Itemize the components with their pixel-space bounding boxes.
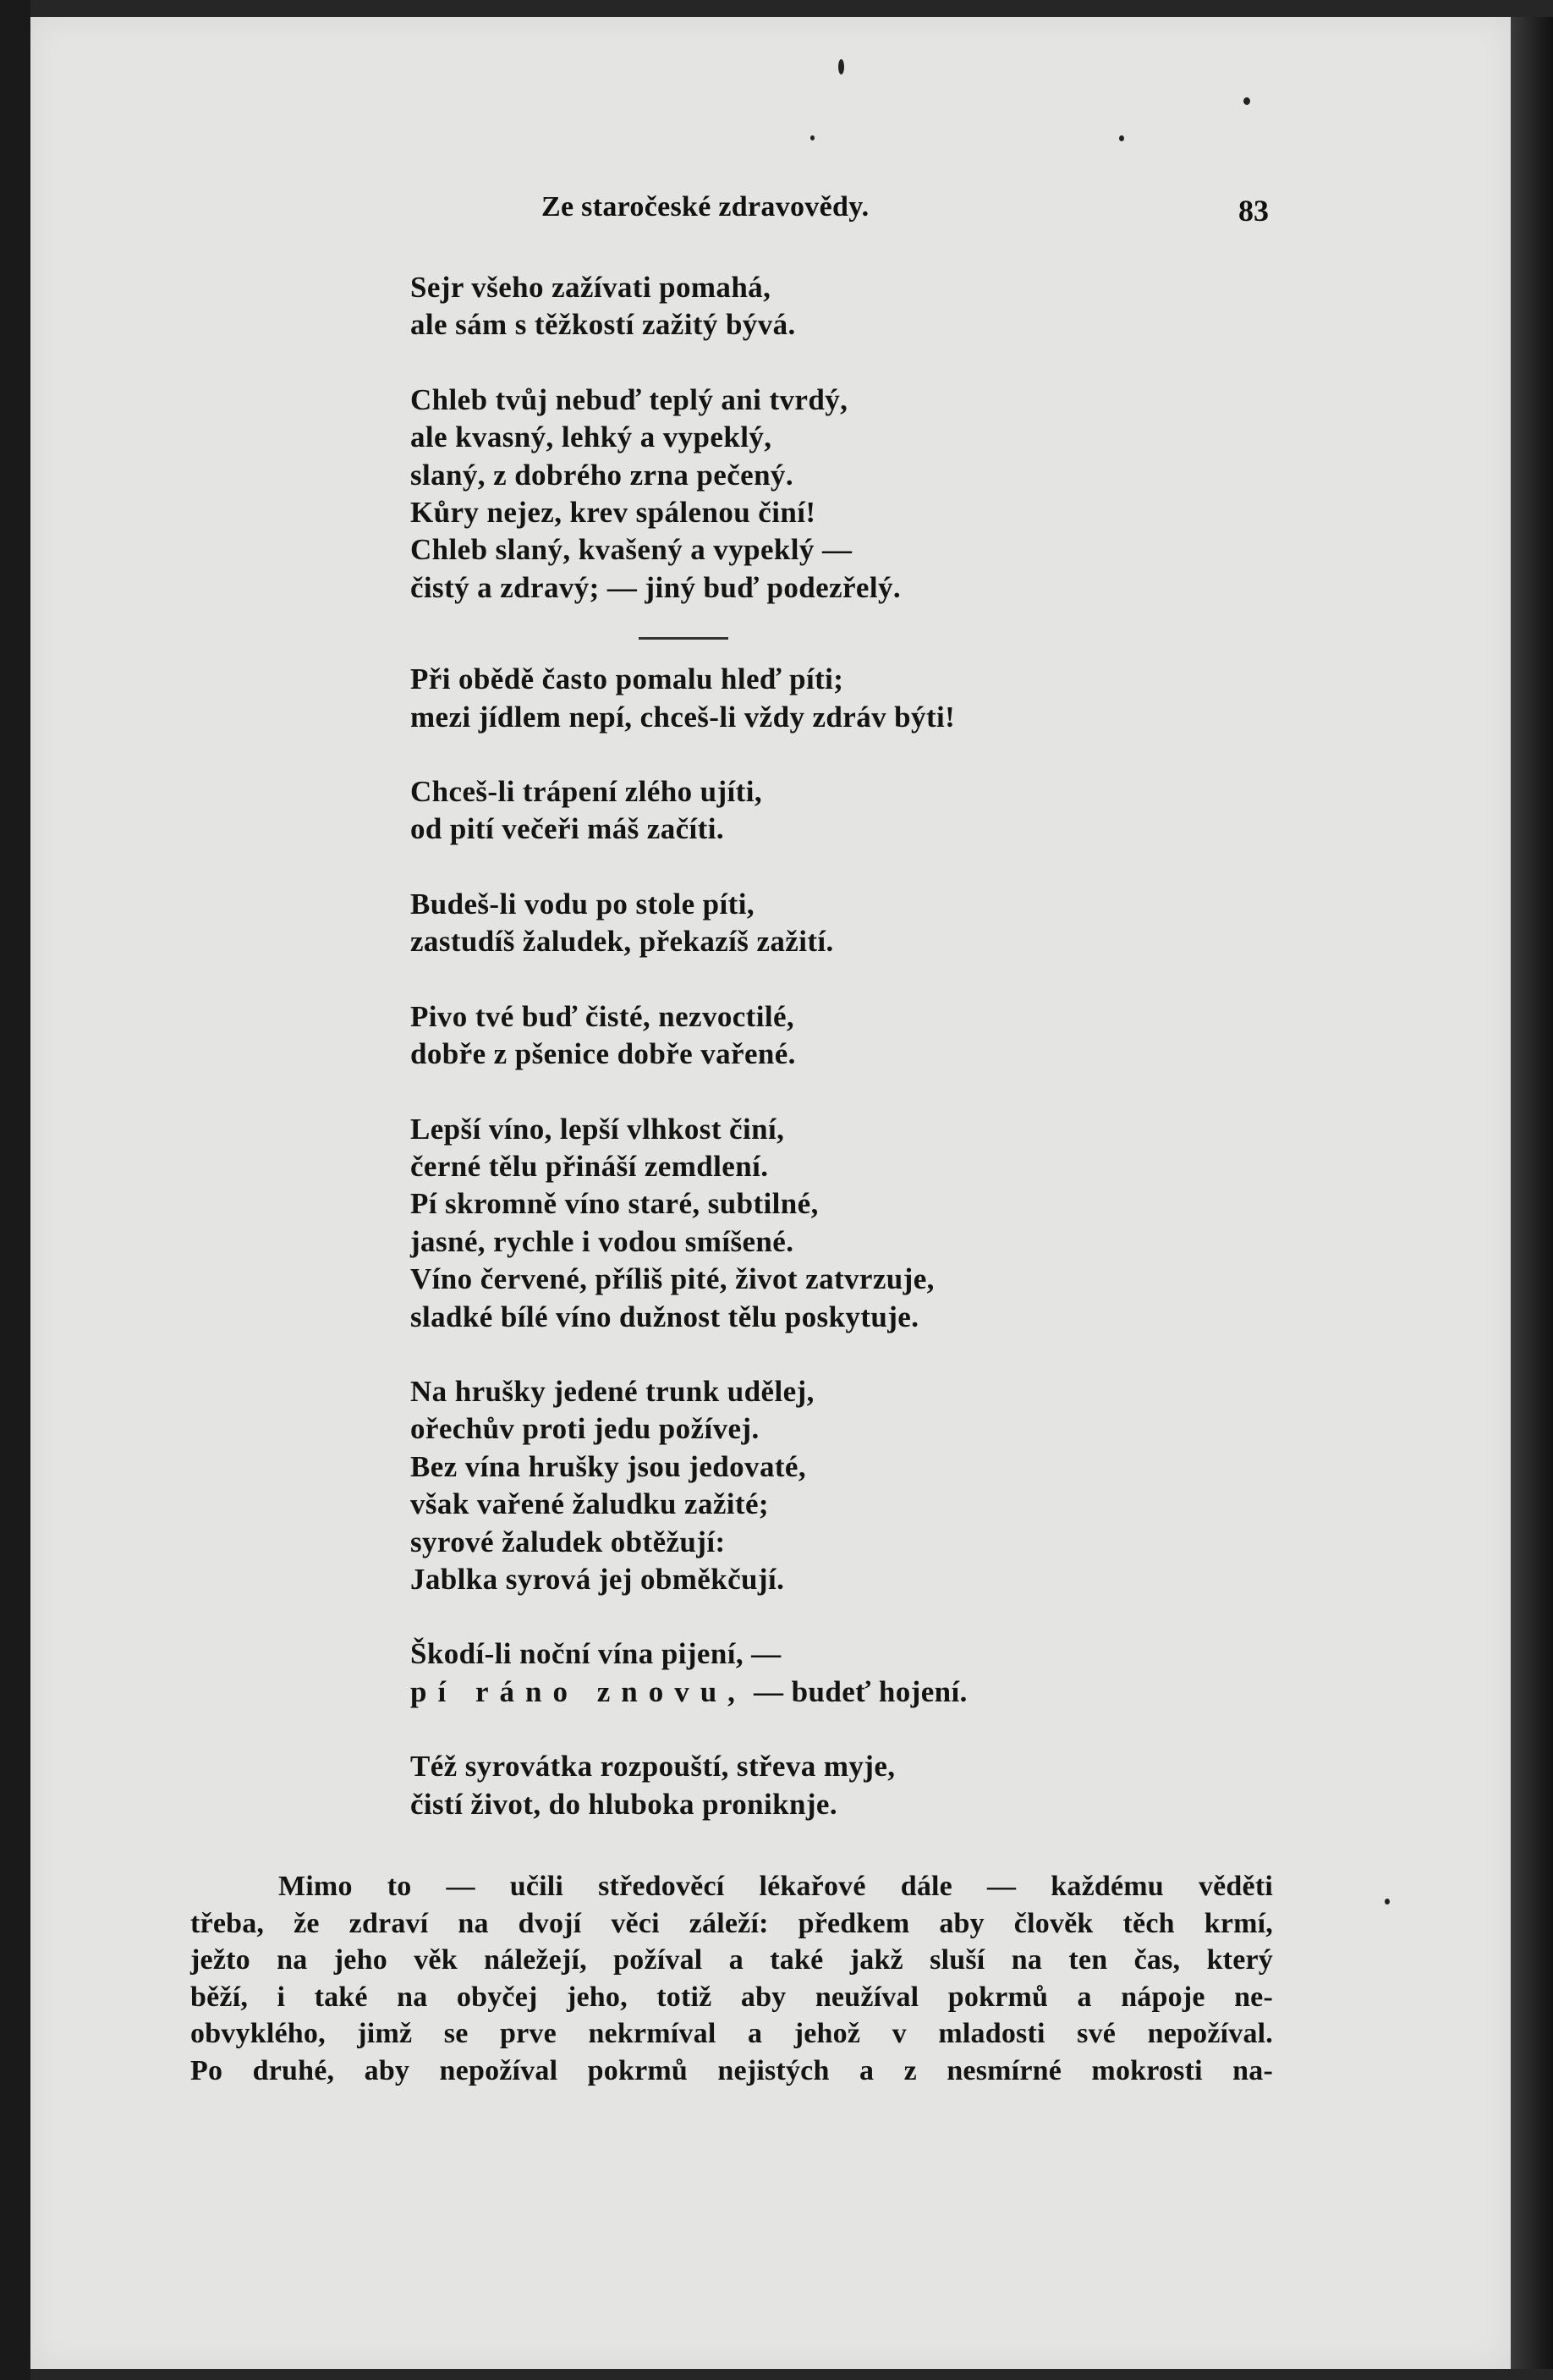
verse-line: Na hrušky jedené trunk udělej,: [410, 1374, 815, 1408]
verse-line: Pí skromně víno staré, subtilné,: [410, 1187, 819, 1221]
verse-line: Sejr všeho zažívati pomahá,: [410, 271, 771, 304]
running-title: Ze staročeské zdravovědy.: [541, 191, 870, 223]
verse-line: Škodí-li noční vína pijení, —: [410, 1637, 782, 1671]
running-header: [541, 191, 1269, 234]
verse-line-rest: — budeť hojení.: [745, 1674, 968, 1708]
stanza: [410, 1373, 1256, 1598]
verse-line: černé tělu přináší zemdlení.: [410, 1149, 769, 1183]
verse-line: [410, 1674, 1256, 1711]
verse-line: Víno červené, příliš pité, život zatvrzuje,: [410, 1262, 935, 1296]
scan-speck: [1243, 97, 1250, 105]
verse-line: ořechův proti jedu požívej.: [410, 1412, 760, 1446]
verse-line: Lepší víno, lepší vlhkost činí,: [410, 1112, 785, 1146]
stanza: [410, 1111, 1256, 1336]
verse-line: Chleb tvůj nebuď teplý ani tvrdý,: [410, 382, 848, 416]
scan-speck: [838, 59, 844, 74]
scan-speck: [810, 135, 815, 140]
verse-line: Jablka syrová jej obměkčují.: [410, 1562, 785, 1596]
verse-line: Pivo tvé buď čisté, nezvoctilé,: [410, 999, 795, 1033]
verse-line: sladké bílé víno dužnost tělu poskytuje.: [410, 1300, 919, 1333]
prose-line: třeba, že zdraví na dvojí věci záleží: předkem aby člověk těch krmí,: [190, 1907, 1273, 1939]
verse-line: Budeš-li vodu po stole píti,: [410, 887, 755, 921]
verse-line: od pití večeři máš začíti.: [410, 812, 724, 846]
stanza: [410, 382, 1256, 607]
verse-line: mezi jídlem nepí, chceš-li vždy zdráv býti!: [410, 700, 956, 734]
stanza: [410, 269, 1256, 344]
verse-line: však vařené žaludku zažité;: [410, 1487, 769, 1521]
scan-right-edge: [1511, 17, 1553, 2369]
verse-line: Chleb slaný, kvašený a vypeklý —: [410, 533, 853, 567]
stanza: [410, 1748, 1256, 1823]
divider-rule: [639, 637, 728, 640]
verse-line: čistí život, do hluboka proniknje.: [410, 1787, 838, 1821]
verse-line: dobře z pšenice dobře vařené.: [410, 1037, 796, 1071]
scan-speck: [1385, 1899, 1390, 1905]
prose-line: obvyklého, jimž se prve nekrmíval a jehož v mladosti své nepožíval.: [190, 2018, 1273, 2049]
verse-line: slaný, z dobrého zrna pečený.: [410, 458, 793, 492]
verse-line: ale kvasný, lehký a vypeklý,: [410, 420, 772, 454]
verse-line: Též syrovátka rozpouští, střeva myje,: [410, 1750, 896, 1784]
prose-line: Po druhé, aby nepožíval pokrmů nejistých a z nesmírné mokrosti na-: [190, 2054, 1273, 2086]
poem: [410, 269, 1256, 1823]
verse-line: Bez vína hrušky jsou jedovaté,: [410, 1449, 806, 1483]
verse-line: ale sám s těžkostí zažitý bývá.: [410, 308, 796, 342]
verse-line: Kůry nejez, krev spálenou činí!: [410, 496, 816, 530]
verse-line: jasné, rychle i vodou smíšené.: [410, 1224, 794, 1258]
prose-line: Mimo to — učili středověcí lékařové dále — každému věděti: [278, 1871, 1273, 1902]
scan-left-edge: [0, 0, 30, 2380]
scan-speck: [1119, 135, 1124, 141]
prose-line: běží, i také na obyčej jeho, totiž aby neužíval pokrmů a nápoje ne-: [190, 1981, 1273, 2013]
verse-line: syrové žaludek obtěžují:: [410, 1525, 726, 1558]
verse-line: Při obědě často pomalu hleď píti;: [410, 662, 844, 696]
prose-line: ježto na jeho věk náležejí, požíval a také jakž sluší na ten čas, který: [190, 1944, 1273, 1976]
stanza: [410, 998, 1256, 1074]
verse-line: zastudíš žaludek, překazíš zažití.: [410, 925, 834, 959]
stanza: [410, 886, 1256, 961]
page-number: 83: [1238, 194, 1269, 228]
prose-paragraph: [190, 1868, 1273, 2089]
verse-line: čistý a zdravý; — jiný buď podezřelý.: [410, 570, 902, 604]
verse-line: Chceš-li trápení zlého ujíti,: [410, 775, 762, 809]
spaced-emphasis: pí ráno znovu,: [410, 1674, 746, 1708]
stanza: [410, 1635, 1256, 1711]
section-divider: [410, 630, 1256, 668]
stanza: [410, 773, 1256, 849]
stanza: [410, 661, 1256, 736]
